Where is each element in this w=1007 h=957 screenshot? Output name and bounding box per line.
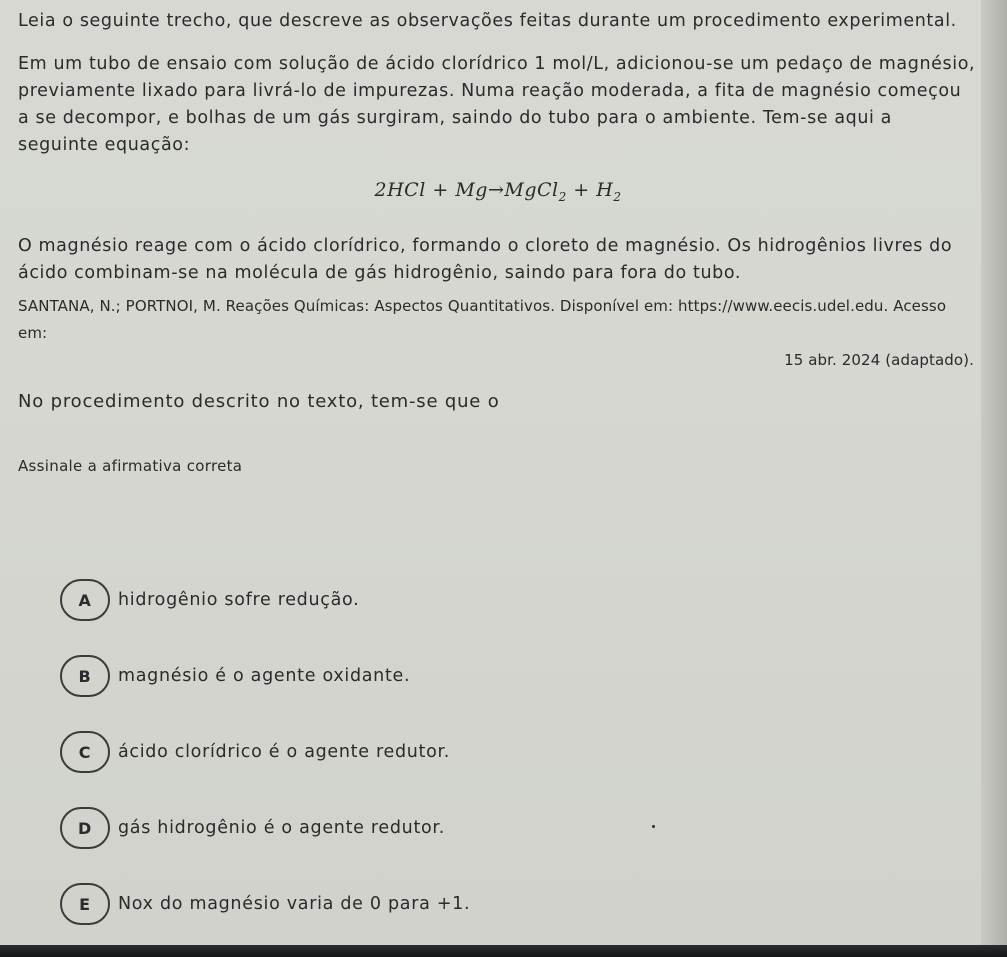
equation-arrow: →: [487, 179, 505, 201]
equation-reactant-1: 2HCl: [374, 179, 426, 201]
equation-product-1-subscript: 2: [558, 189, 567, 204]
passage-paragraph-1: Em um tubo de ensaio com solução de ácido clorídrico 1 mol/L, adicionou-se um pedaço de magnésio, previamente lixado para livrá-lo de impurezas. Numa reação moderada, a fita de magnésio começou a se decompor, e bolhas de um gás surgiram, saindo do tubo para o ambiente. Tem-se aqui a seguinte equação:: [18, 54, 976, 155]
screen-speck: [652, 825, 655, 828]
option-a-text: hidrogênio sofre redução.: [118, 590, 360, 610]
citation-source: SANTANA, N.; PORTNOI, M. Reações Químicas: Aspectos Quantitativos. Disponível em: https://www.eecis.udel.edu. Acesso em:: [18, 296, 947, 342]
option-d-letter[interactable]: D: [60, 807, 110, 849]
equation-plus-1: +: [432, 179, 449, 201]
option-c[interactable]: [60, 730, 960, 774]
equation-product-1: MgCl: [504, 179, 559, 201]
option-d[interactable]: [60, 806, 960, 850]
question-stem: No procedimento descrito no texto, tem-se que o: [18, 390, 500, 412]
screen-bezel: [981, 0, 1007, 957]
question-instruction: Assinale a afirmativa correta: [18, 456, 243, 475]
option-c-letter[interactable]: C: [60, 731, 110, 773]
option-c-text: ácido clorídrico é o agente redutor.: [118, 742, 451, 762]
option-b-letter[interactable]: B: [60, 655, 110, 697]
equation-plus-2: +: [573, 179, 590, 201]
option-a-letter[interactable]: A: [60, 579, 110, 621]
option-e-text: Nox do magnésio varia de 0 para +1.: [118, 894, 471, 914]
citation-date: 15 abr. 2024 (adaptado).: [784, 350, 974, 369]
answer-options: [60, 578, 960, 957]
option-b-text: magnésio é o agente oxidante.: [118, 666, 411, 686]
chemical-equation: [18, 177, 978, 211]
option-e-letter[interactable]: E: [60, 883, 110, 925]
equation-product-2: H: [596, 179, 614, 201]
equation-reactant-2: Mg: [455, 179, 488, 201]
equation-product-2-subscript: 2: [613, 189, 622, 204]
screen-bottom-edge: [0, 945, 1007, 957]
citation: [18, 293, 978, 374]
option-e[interactable]: [60, 882, 960, 926]
option-b[interactable]: [60, 654, 960, 698]
option-d-text: gás hidrogênio é o agente redutor.: [118, 818, 445, 838]
option-a[interactable]: [60, 578, 960, 622]
passage-intro: Leia o seguinte trecho, que descreve as observações feitas durante um procedimento experimental.: [18, 11, 957, 31]
question-content: [18, 8, 978, 480]
passage-paragraph-2: O magnésio reage com o ácido clorídrico, formando o cloreto de magnésio. Os hidrogênios livres do ácido combinam-se na molécula de gás hidrogênio, saindo para fora do tubo.: [18, 235, 953, 283]
